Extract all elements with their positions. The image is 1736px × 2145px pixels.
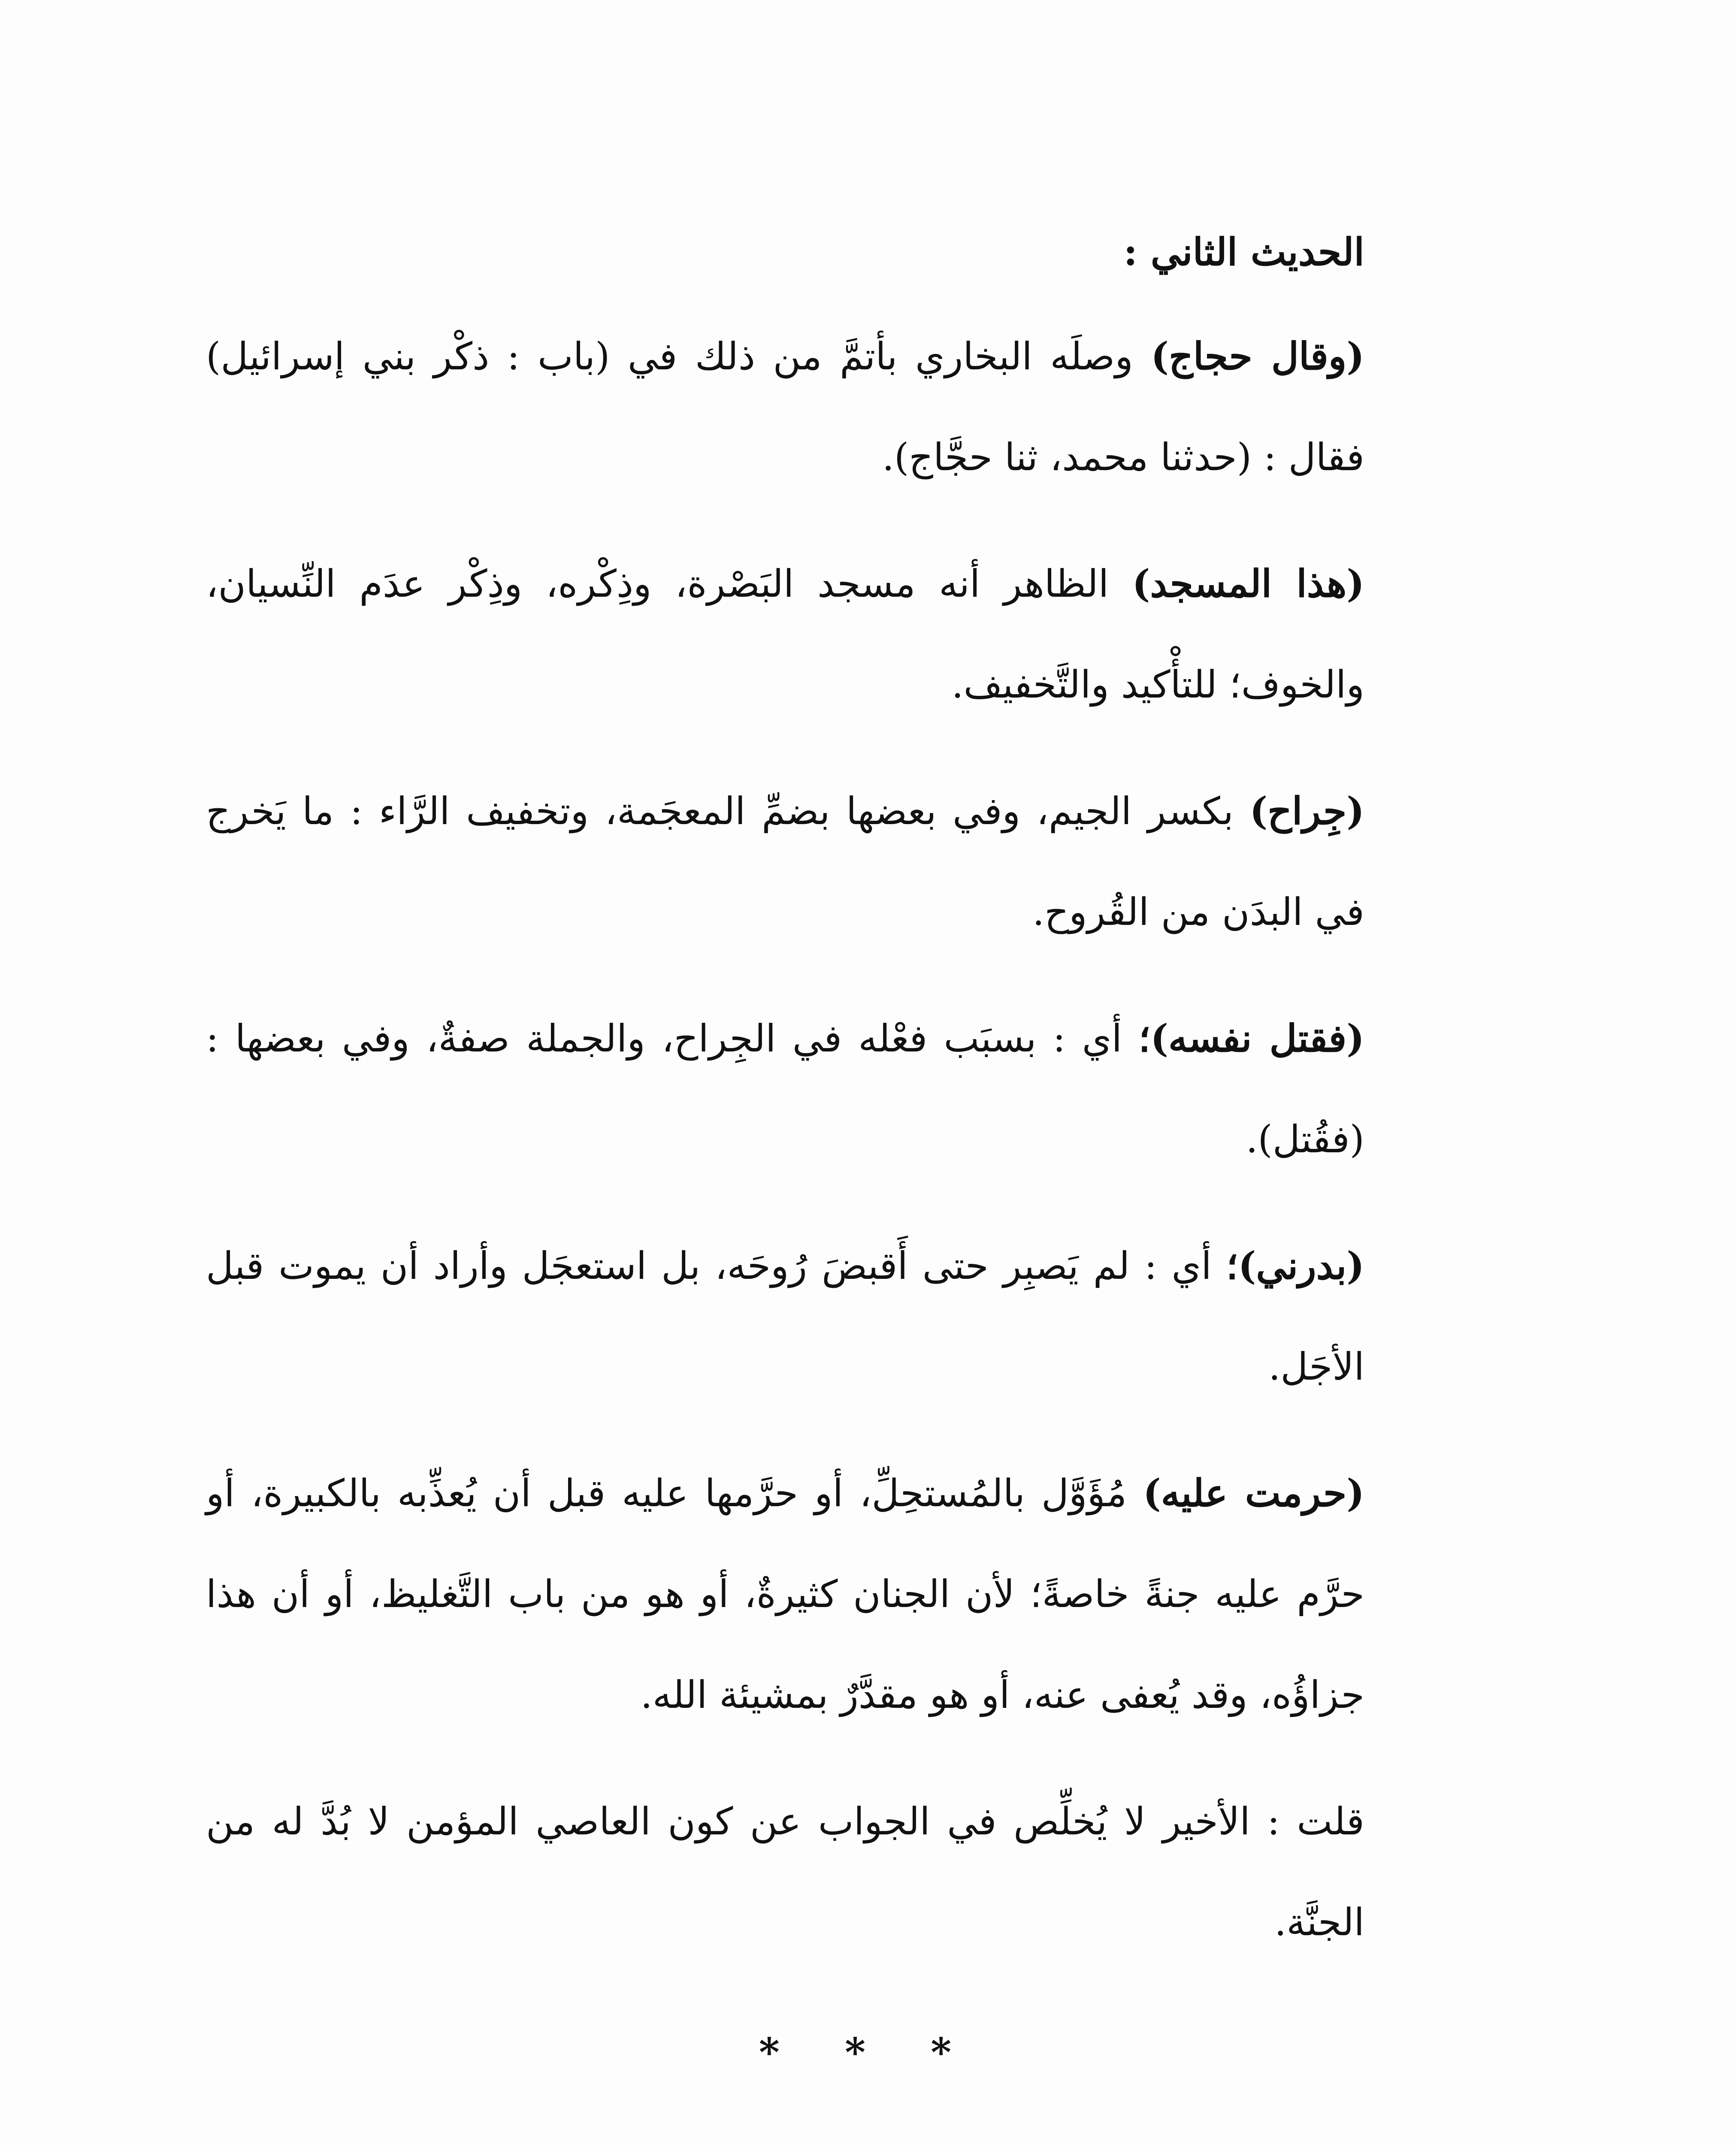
paragraph-body: الظاهر أنه مسجد البَصْرة، وذِكْره، وذِكْر عدَم النِّسيان، والخوف؛ للتأْكيد والتَّخفيف. — [206, 562, 1364, 707]
paragraph-lead: (وقال حجاج) — [1151, 334, 1364, 378]
paragraph-body: مُؤَوَّل بالمُستحِلِّ، أو حرَّمها عليه قبل أن يُعذِّبه بالكبيرة، أو حرَّم عليه جنةً خاصةً؛ لأن الجنان كثيرةٌ، أو هو من باب التَّغليظ، أو أن هذا جزاؤُه، وقد يُعفى عنه، أو هو مقدَّرٌ بمشيئة الله. — [206, 1471, 1364, 1717]
paragraph-body: وصلَه البخاري بأتمَّ من ذلك في (باب : ذكْر بني إسرائيل) فقال : (حدثنا محمد، ثنا حجَّاج). — [206, 334, 1364, 479]
section-heading: الحديث الثاني : — [1123, 230, 1364, 274]
paragraph-5 — [206, 1215, 1364, 1417]
paragraph-1 — [206, 306, 1364, 508]
main-text — [206, 202, 1364, 1998]
paragraph-lead: (حرمت عليه) — [1143, 1471, 1364, 1515]
paragraph-2 — [206, 533, 1364, 735]
paragraph-lead: (بدرني)؛ — [1226, 1243, 1364, 1288]
section-separator: * * * — [759, 2029, 977, 2076]
paragraph-4 — [206, 988, 1364, 1190]
paragraph-body: أي : لم يَصبِر حتى أَقبضَ رُوحَه، بل استعجَل وأراد أن يموت قبل الأجَل. — [206, 1244, 1364, 1389]
paragraph-body: أي : بسبَب فعْله في الجِراح، والجملة صفةٌ، وفي بعضها : (فقُتل). — [206, 1016, 1364, 1161]
paragraph-lead: (هذا المسجد) — [1132, 561, 1365, 606]
paragraph-body: قلت : الأخير لا يُخلِّص في الجواب عن كون العاصي المؤمن لا بُدَّ له من الجنَّة. — [206, 1799, 1364, 1944]
paragraph-lead: (جِراح) — [1249, 789, 1364, 833]
paragraph-6 — [206, 1443, 1364, 1745]
paragraph-3 — [206, 761, 1364, 962]
paragraph-lead: (فقتل نفسه)؛ — [1138, 1016, 1365, 1060]
paragraph-7 — [206, 1771, 1364, 1973]
paragraph-body: بكسر الجيم، وفي بعضها بضمِّ المعجَمة، وتخفيف الرَّاء : ما يَخرج في البدَن من القُروح. — [206, 789, 1364, 934]
